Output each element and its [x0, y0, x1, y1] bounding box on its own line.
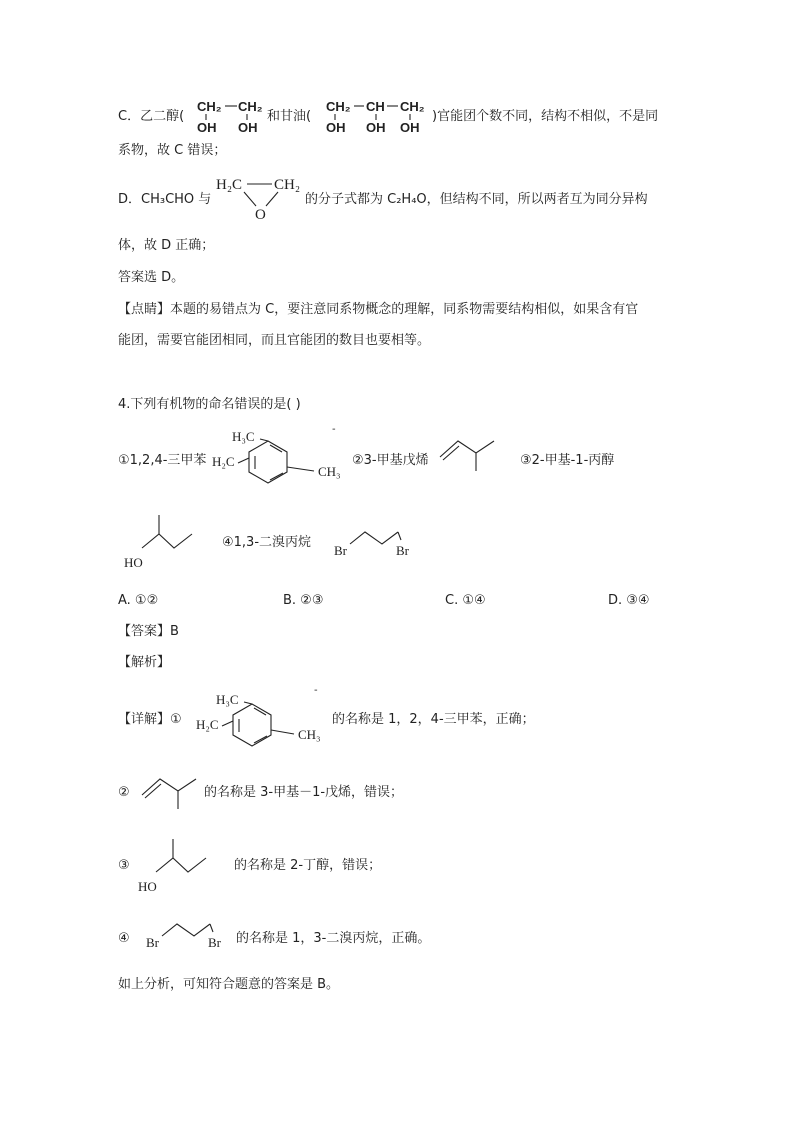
butanol-structure-2	[136, 836, 216, 896]
item-3-name: ③2-甲基-1-丙醇	[520, 453, 615, 468]
glycol-oh-left: OH	[197, 120, 217, 135]
analysis-label: 【解析】	[118, 655, 171, 670]
tip-text-2: 能团，需要官能团相同，而且官能团的数目也要相等。	[118, 333, 431, 348]
answer-select-line: 答案选 D。	[118, 270, 185, 285]
glycerol-structure	[324, 96, 434, 138]
label-ho: HO	[124, 555, 143, 570]
glycol-ch2-right: CH₂	[238, 99, 263, 114]
epoxide-ch2: CH₂	[274, 177, 301, 193]
tip-text-1: 本题的易错点为 C，要注意同系物概念的理解，同系物需要结构相似，如果含有官	[170, 302, 639, 317]
ethylene-oxide-structure	[214, 172, 306, 222]
option-c-suffix: )官能团个数不同，结构不相似，不是同	[432, 109, 659, 124]
option-d-prefix: D．CH₃CHO 与	[118, 192, 212, 207]
glycol-oh-right: OH	[238, 120, 258, 135]
detail-2-text: 的名称是 3-甲基－1-戊烯，错误；	[204, 785, 404, 800]
butanol-structure	[122, 512, 202, 572]
detail-num-1: ①	[170, 712, 182, 727]
answer-block	[118, 622, 179, 642]
option-c-line2: 系物，故 C 错误；	[118, 143, 227, 158]
item-4-name: ④1,3-二溴丙烷	[222, 535, 312, 550]
option-c-mid: 和甘油(	[267, 109, 312, 124]
label-h2c-2: H₂C	[196, 717, 219, 732]
trimethylbenzene-structure	[210, 425, 350, 485]
detail-1-text: 的名称是 1，2，4-三甲苯，正确；	[332, 712, 535, 727]
glycerol-oh-2: OH	[366, 120, 386, 135]
option-d-suffix: 的分子式都为 C₂H₄O，但结构不同，所以两者互为同分异构	[305, 192, 648, 207]
glycerol-oh-1: OH	[326, 120, 346, 135]
option-a[interactable]: A. ①②	[118, 593, 159, 608]
glycerol-c3: CH₂	[400, 99, 425, 114]
glycerol-c2: CH	[366, 99, 385, 114]
detail-3-text: 的名称是 2-丁醇，错误；	[234, 858, 382, 873]
glycerol-c1: CH₂	[326, 99, 351, 114]
detail-num-4: ④	[118, 931, 130, 946]
dibromopropane-structure-2	[144, 920, 234, 955]
epoxide-h2c: H₂C	[216, 177, 243, 193]
option-d[interactable]: D. ③④	[608, 593, 650, 608]
stray-dash: -	[332, 424, 336, 435]
label-h3c: H₃C	[232, 429, 255, 444]
trimethylbenzene-structure-2	[194, 688, 334, 748]
stray-dash-2: -	[314, 685, 318, 696]
label-br-left: Br	[334, 543, 347, 558]
dibromopropane-structure	[332, 528, 422, 563]
label-ch3-2: CH₃	[298, 727, 321, 742]
question-stem: 4.下列有机物的命名错误的是( )	[118, 397, 301, 412]
epoxide-o: O	[255, 207, 266, 223]
detail-num-2: ②	[118, 785, 130, 800]
label-h2c: H₂C	[212, 454, 235, 469]
label-br-right-2: Br	[208, 935, 221, 950]
label-br-right: Br	[396, 543, 409, 558]
ethylene-glycol-structure	[195, 96, 265, 138]
methylpentene-structure	[436, 435, 506, 475]
option-c-prefix: C．乙二醇(	[118, 109, 185, 124]
label-br-left-2: Br	[146, 935, 159, 950]
option-d-line2: 体，故 D 正确；	[118, 238, 215, 253]
glycerol-oh-3: OH	[400, 120, 420, 135]
detail-4-text: 的名称是 1，3-二溴丙烷，正确。	[236, 931, 431, 946]
methylpentene-structure-2	[138, 773, 208, 813]
answer-label: 【答案】	[118, 624, 171, 639]
item-1-name: ①1,2,4-三甲苯	[118, 453, 207, 468]
item-2-name: ②3-甲基戊烯	[352, 453, 429, 468]
conclusion: 如上分析，可知符合题意的答案是 B。	[118, 977, 340, 992]
option-b[interactable]: B. ②③	[283, 593, 324, 608]
answer-value: B	[170, 624, 179, 639]
glycol-ch2-left: CH₂	[197, 99, 222, 114]
tip-paragraph-line1	[118, 300, 638, 320]
detail-num-3: ③	[118, 858, 130, 873]
detail-1-prefix	[118, 710, 182, 730]
label-h3c-2: H₃C	[216, 692, 239, 707]
option-c[interactable]: C. ①④	[445, 593, 486, 608]
detail-label: 【详解】	[118, 712, 171, 727]
label-ho-2: HO	[138, 879, 157, 894]
label-ch3: CH₃	[318, 464, 341, 479]
tip-label: 【点睛】	[118, 302, 171, 317]
